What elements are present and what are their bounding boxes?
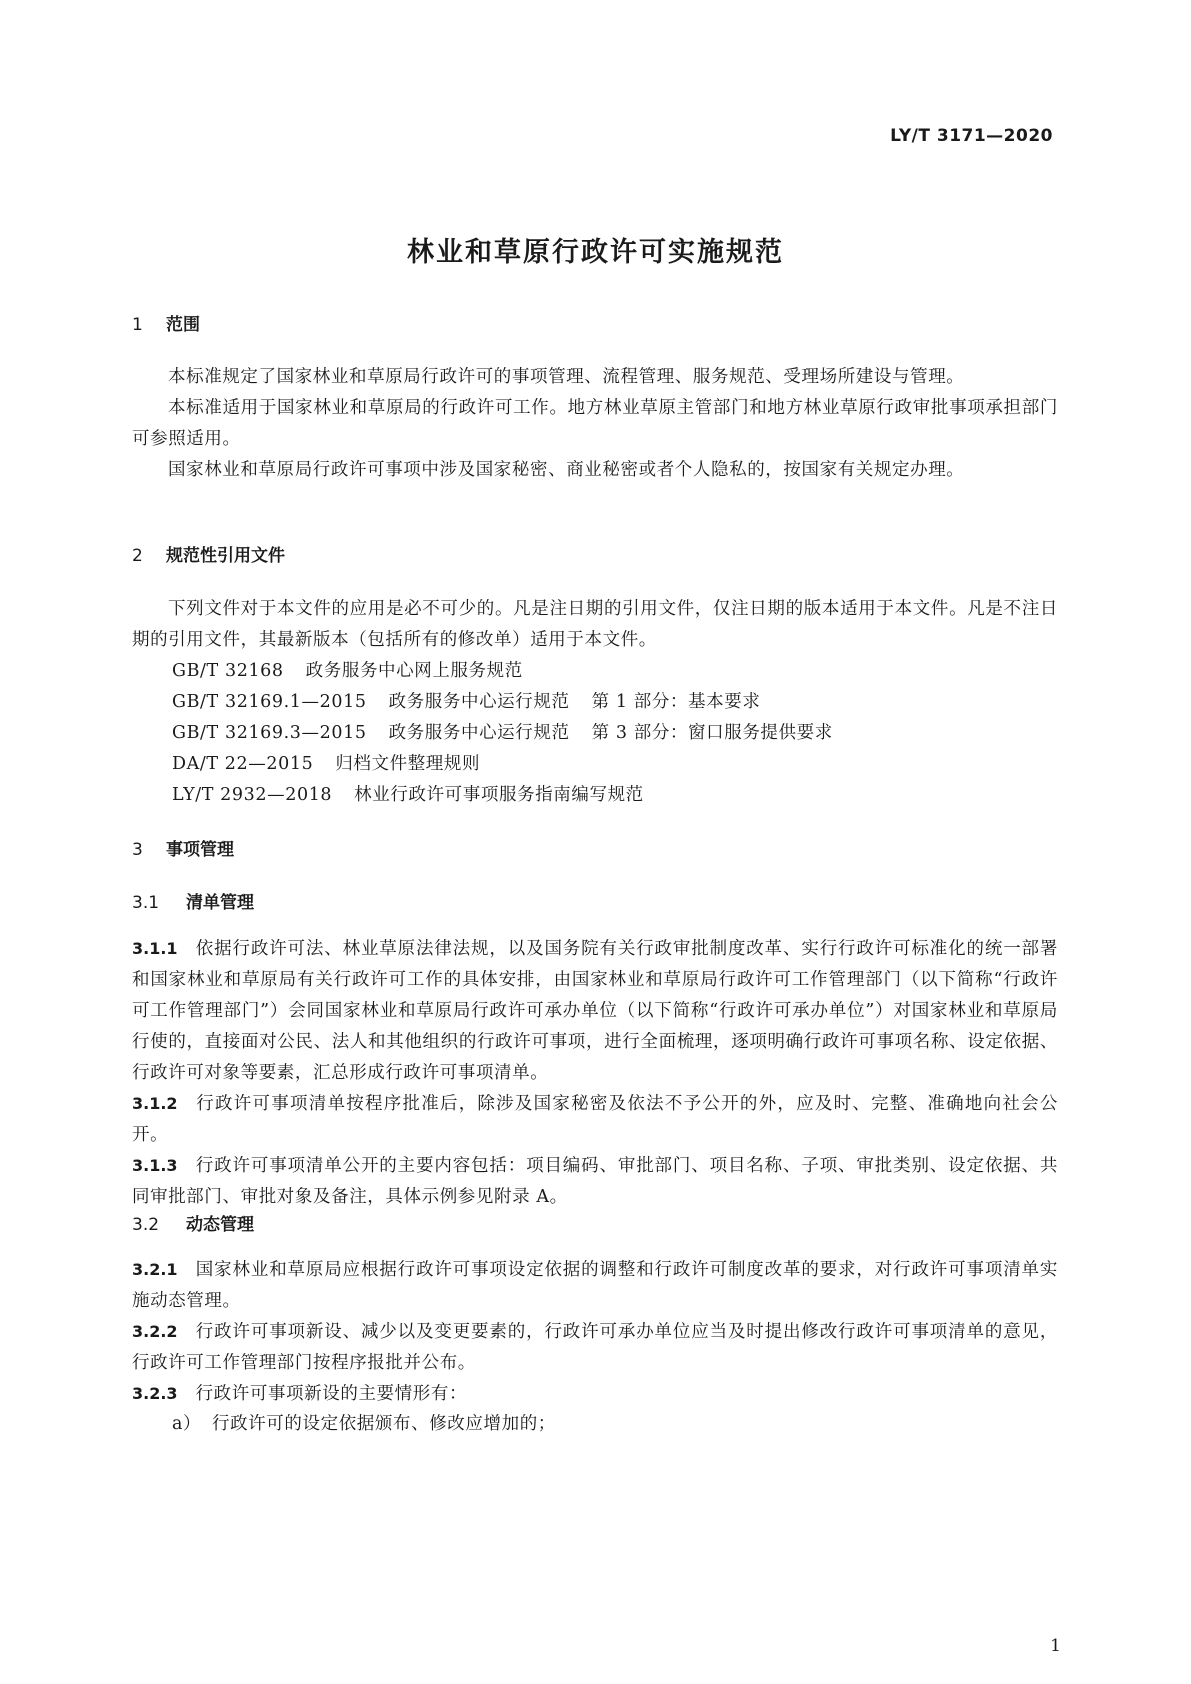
subsection-heading-3-2 xyxy=(132,1210,254,1235)
clause xyxy=(132,933,1058,1089)
clause xyxy=(132,1316,1058,1379)
clause-text: 依据行政许可法、林业草原法律法规，以及国务院有关行政审批制度改革、实行行政许可标准化的统一部署和国家林业和草原局有关行政许可工作的具体安排，由国家林业和草原局行政许可工作管理部门（以下简称“行政许可工作管理部门”）会同国家林业和草原局行政许可承办单位（以下简称“行政许可承办单位”）对国家林业和草原局行使的，直接面对公民、法人和其他组织的行政许可事项，进行全面梳理，逐项明确行政许可事项名称、设定依据、行政许可对象等要素，汇总形成行政许可事项清单。 xyxy=(132,939,1058,1083)
section-title: 规范性引用文件 xyxy=(166,546,285,566)
reference-item xyxy=(172,656,523,687)
reference-part: 第 1 部分：基本要求 xyxy=(591,692,761,712)
section-heading-3 xyxy=(132,835,234,860)
paragraph: 下列文件对于本文件的应用是必不可少的。凡是注日期的引用文件，仅注日期的版本适用于本文件。凡是不注日期的引用文件，其最新版本（包括所有的修改单）适用于本文件。 xyxy=(132,599,1058,650)
reference-item xyxy=(172,749,480,780)
subsection-heading-3-1 xyxy=(132,888,254,913)
clause xyxy=(132,1088,1058,1151)
reference-title: 林业行政许可事项服务指南编写规范 xyxy=(354,785,644,805)
clause-number: 3.2.1 xyxy=(132,1260,178,1279)
clause-number: 3.2.3 xyxy=(132,1384,178,1403)
section-number: 3 xyxy=(132,840,143,860)
reference-code: GB/T 32169.3—2015 xyxy=(172,723,367,743)
clause-number: 3.1.1 xyxy=(132,939,178,958)
clause-text: 行政许可事项新设、减少以及变更要素的，行政许可承办单位应当及时提出修改行政许可事项清单的意见，行政许可工作管理部门按程序报批并公布。 xyxy=(132,1322,1058,1373)
reference-code: GB/T 32169.1—2015 xyxy=(172,692,367,712)
section-number: 2 xyxy=(132,546,143,566)
reference-title: 归档文件整理规则 xyxy=(335,754,481,774)
clause-text: 国家林业和草原局应根据行政许可事项设定依据的调整和行政许可制度改革的要求，对行政许可事项清单实施动态管理。 xyxy=(132,1260,1058,1311)
section-title: 事项管理 xyxy=(166,840,234,860)
reference-code: LY/T 2932—2018 xyxy=(172,785,333,805)
clause-number: 3.1.2 xyxy=(132,1094,178,1113)
page-number: 1 xyxy=(1050,1636,1061,1656)
clause-number: 3.2.2 xyxy=(132,1322,178,1341)
reference-title: 政务服务中心运行规范 xyxy=(388,692,570,712)
reference-code: GB/T 32168 xyxy=(172,661,284,681)
reference-part: 第 3 部分：窗口服务提供要求 xyxy=(591,723,833,743)
subsection-title: 清单管理 xyxy=(186,893,254,913)
clause-text: 行政许可事项新设的主要情形有： xyxy=(195,1384,468,1404)
reference-item xyxy=(172,780,644,811)
clause-text: 行政许可事项清单公开的主要内容包括：项目编码、审批部门、项目名称、子项、审批类别、设定依据、共同审批部门、审批对象及备注，具体示例参见附录 A。 xyxy=(132,1156,1058,1207)
list-marker: a） xyxy=(172,1414,202,1434)
list-text: 行政许可的设定依据颁布、修改应增加的； xyxy=(212,1414,556,1434)
clause xyxy=(132,1150,1058,1213)
clause-number: 3.1.3 xyxy=(132,1156,178,1175)
reference-title: 政务服务中心网上服务规范 xyxy=(305,661,523,681)
reference-title: 政务服务中心运行规范 xyxy=(388,723,570,743)
paragraph: 本标准适用于国家林业和草原局的行政许可工作。地方林业草原主管部门和地方林业草原行政审批事项承担部门可参照适用。 xyxy=(132,398,1058,449)
section-heading-2 xyxy=(132,541,285,566)
subsection-number: 3.1 xyxy=(132,893,160,913)
section-number: 1 xyxy=(132,315,143,335)
reference-item xyxy=(172,687,760,718)
subsection-title: 动态管理 xyxy=(186,1215,254,1235)
reference-item xyxy=(172,718,833,749)
paragraph: 国家林业和草原局行政许可事项中涉及国家秘密、商业秘密或者个人隐私的，按国家有关规定办理。 xyxy=(168,460,965,480)
subsection-number: 3.2 xyxy=(132,1215,160,1235)
clause xyxy=(132,1254,1058,1317)
clause xyxy=(132,1378,1058,1410)
section-heading-1 xyxy=(132,310,200,335)
document-title: 林业和草原行政许可实施规范 xyxy=(407,237,784,268)
reference-code: DA/T 22—2015 xyxy=(172,754,314,774)
clause-text: 行政许可事项清单按程序批准后，除涉及国家秘密及依法不予公开的外，应及时、完整、准确地向社会公开。 xyxy=(132,1094,1058,1145)
standard-number: LY/T 3171—2020 xyxy=(890,126,1053,146)
paragraph: 本标准规定了国家林业和草原局行政许可的事项管理、流程管理、服务规范、受理场所建设与管理。 xyxy=(168,367,965,387)
section-title: 范围 xyxy=(166,315,200,335)
list-item xyxy=(172,1409,556,1440)
